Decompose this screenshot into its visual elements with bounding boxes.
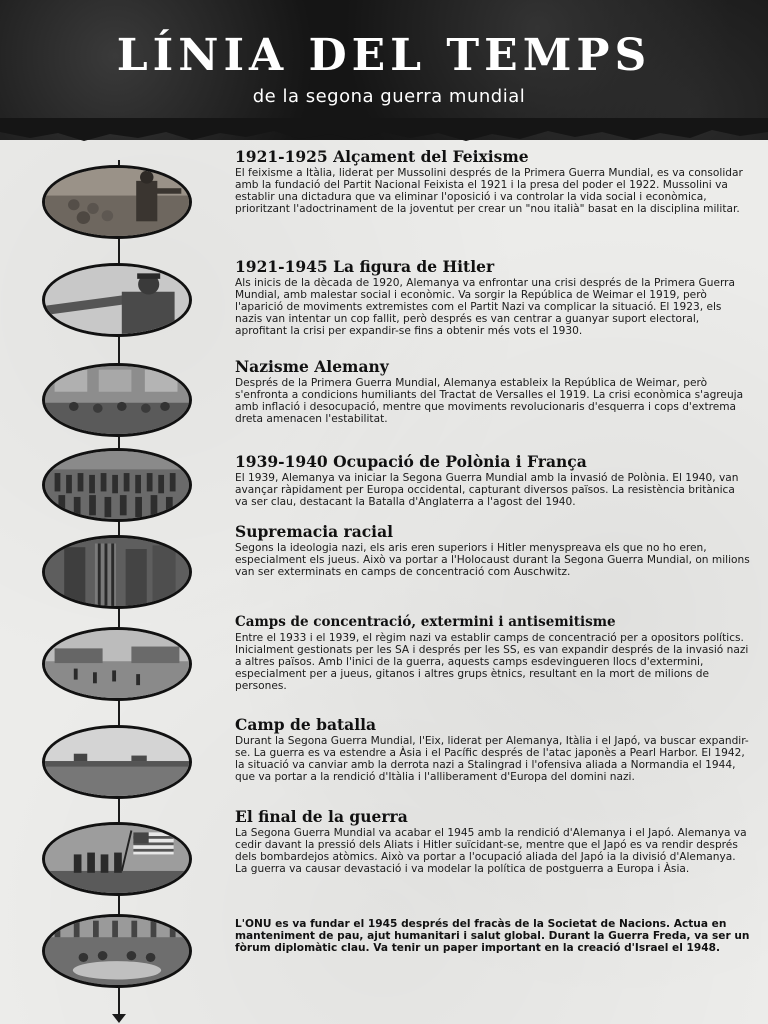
section-body: Durant la Segona Guerra Mundial, l'Eix, liderat per Alemanya, Itàlia i el Japó, va buscar expandir-se. La guerra es va estendre a Àsia i el Pacífic després de l'atac japonès a Pearl Harbor. El 1942, la situació va canviar amb la derrota nazi a Stalingrad i l'ofensiva aliada a Normandia el 1944, que va portar a la rendició d'Itàlia i l'alliberament d'Europa del domini nazi.	[235, 735, 749, 783]
section-title: Supremacia racial	[235, 522, 394, 541]
section-title: Camp de batalla	[235, 715, 377, 734]
section-camps	[235, 613, 750, 692]
section-fascism	[235, 148, 750, 215]
thumb-battlefield	[42, 725, 192, 799]
section-body: El 1939, Alemanya va iniciar la Segona Guerra Mundial amb la invasió de Polònia. El 1940, van avançar ràpidament per Europa occidental, capturant diversos països. La resistència britànica va ser clau, destacant la Batalla d'Anglaterra a l'agost del 1940.	[235, 472, 739, 508]
thumb-un-assembly	[42, 914, 192, 988]
section-hitler	[235, 258, 750, 337]
section-body: Després de la Primera Guerra Mundial, Alemanya estableix la República de Weimar, però s'enfronta a condicions humiliants del Tractat de Versalles el 1919. La crisi econòmica s'agreuja amb inflació i desocupació, mentre que moviments revolucionaris d'esquerra i cops d'extrema dreta amenacen l'estabilitat.	[235, 377, 744, 425]
section-title: 1921-1945 La figura de Hitler	[235, 257, 495, 276]
section-body: Segons la ideologia nazi, els aris eren superiors i Hitler menyspreava els que no ho eren, especialment els jueus. Això va portar a l'Holocaust durant la Segona Guerra Mundial, on milions van ser exterminats en camps de concentració com Auschwitz.	[235, 542, 750, 578]
section-body: El feixisme a Itàlia, liderat per Mussolini després de la Primera Guerra Mundial, es va consolidar amb la fundació del Partit Nacional Feixista el 1921 i la presa del poder el 1922. Mussolini va establir una dictadura que va eliminar l'oposició i va controlar la vida social i econòmica, prioritzant l'adoctrinament de la joventut per crear un "nou italià" basat en la disciplina militar.	[235, 167, 743, 215]
thumb-mussolini-rally	[42, 165, 192, 239]
timeline-arrow-icon	[112, 1014, 126, 1023]
section-occupation	[235, 453, 750, 508]
section-body: La Segona Guerra Mundial va acabar el 1945 amb la rendició d'Alemanya i el Japó. Alemanya va cedir davant la pressió dels Aliats i Hitler suïcidant-se, mentre que el Japó es va rendir després dels bombardejos atòmics. Això va portar a l'ocupació aliada del Japó ia la divisió d'Alemanya. La guerra va causar devastació i va modelar la política de postguerra a Europa i Àsia.	[235, 827, 747, 875]
section-body: Als inicis de la dècada de 1920, Alemanya va enfrontar una crisi després de la Primera Guerra Mundial, amb malestar social i econòmic. Va sorgir la República de Weimar el 1919, però l'aparició de moviments extremistes com el Partit Nazi va complicar la situació. El 1923, els nazis van intentar un cop fallit, però després es van centrar a guanyar suport electoral, aprofitant la crisi per expandir-se fins a obtenir més vots el 1930.	[235, 277, 736, 337]
thumb-marching-troops	[42, 448, 192, 522]
thumb-flag-raising	[42, 822, 192, 896]
section-title: 1921-1925 Alçament del Feixisme	[235, 147, 529, 166]
section-title: 1939-1940 Ocupació de Polònia i França	[235, 452, 587, 471]
thumb-nazi-meeting	[42, 363, 192, 437]
section-battlefield	[235, 716, 750, 783]
thumb-camp	[42, 627, 192, 701]
section-racial-supremacy	[235, 523, 750, 578]
section-title: Camps de concentració, extermini i antisemitisme	[235, 614, 616, 630]
section-title: Nazisme Alemany	[235, 357, 389, 376]
page-title: LÍNIA DEL TEMPS	[116, 30, 652, 81]
page-subtitle: de la segona guerra mundial	[252, 86, 526, 107]
section-title: El final de la guerra	[235, 807, 408, 826]
section-nazism	[235, 358, 750, 425]
thumb-prisoners	[42, 535, 192, 609]
section-end-of-war	[235, 808, 750, 875]
closing-paragraph-un: L'ONU es va fundar el 1945 després del fracàs de la Societat de Nacions. Actua en manteniment de pau, ajut humanitari i salut global. Durant la Guerra Freda, va ser un fòrum diplomàtic clau. Va tenir un paper important en la creació d'Israel el 1948.	[235, 918, 750, 954]
section-body: Entre el 1933 i el 1939, el règim nazi va establir camps de concentració per a opositors polítics. Inicialment gestionats per les SA i després per les SS, es van expandir després de la invasió nazi a altres països. Amb l'inici de la guerra, aquests camps esdevingueren llocs d'extermini, especialment per a jueus, gitanos i altres grups ètnics, resultant en la mort de milions de persones.	[235, 632, 749, 692]
thumb-hitler-salute	[42, 263, 192, 337]
